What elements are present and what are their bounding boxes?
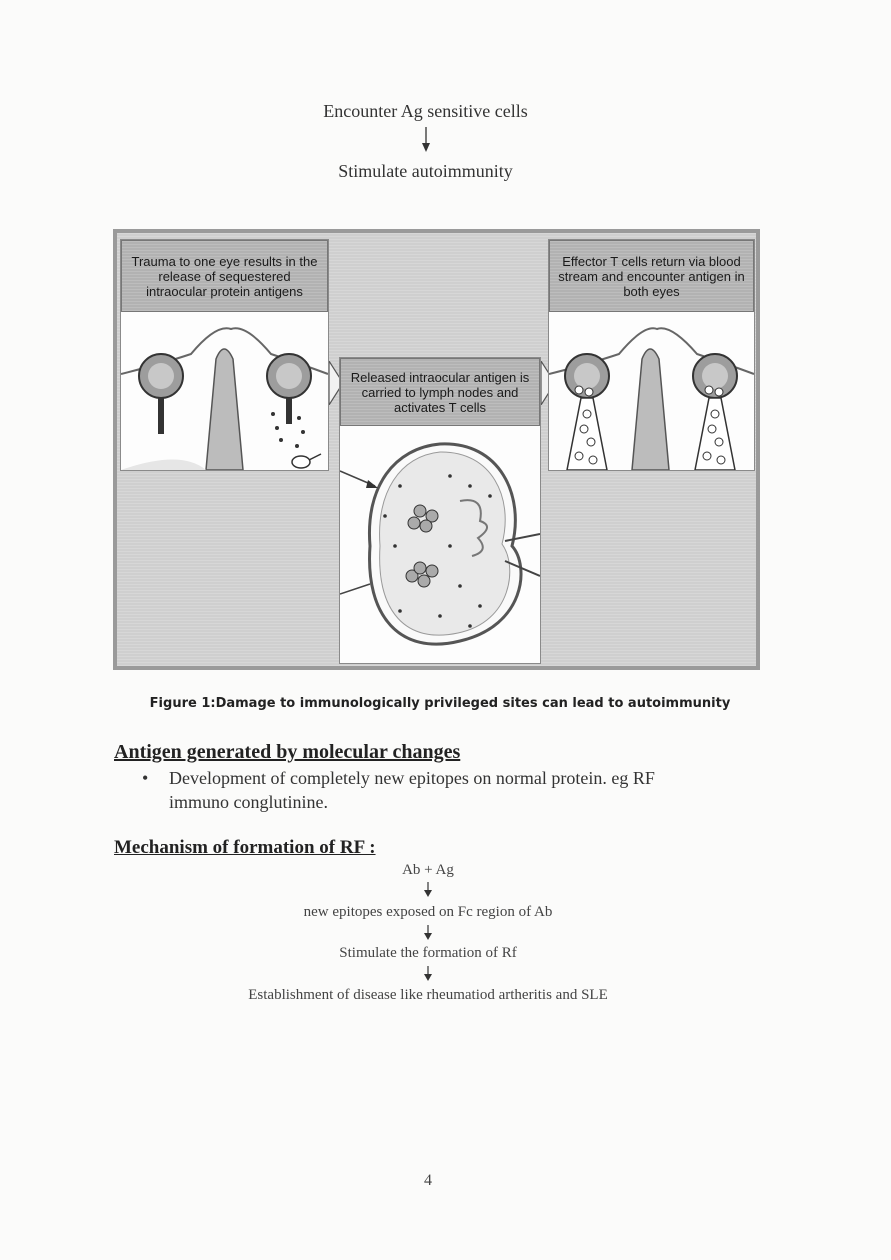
down-arrow-icon: [0, 127, 851, 158]
section-heading-antigen: Antigen generated by molecular changes: [114, 741, 461, 763]
flow-step-stimulate: Stimulate autoimmunity: [338, 161, 513, 181]
figure-box-effector: Effector T cells return via blood stream and encounter antigen in both eyes: [549, 240, 754, 312]
figure-diagram: [113, 229, 760, 670]
bullet-icon: •: [142, 768, 149, 788]
flow-step-rf-formation: Stimulate the formation of Rf: [339, 945, 517, 961]
figure-panel-effector: [548, 239, 755, 471]
bullet-text-line1: Development of completely new epitopes on normal protein. eg RF: [169, 768, 655, 788]
down-arrow-icon: [0, 882, 856, 903]
figure-panel-trauma: [120, 239, 329, 471]
page-number: 4: [424, 1172, 432, 1189]
flow-step-ab-ag: Ab + Ag: [402, 862, 454, 878]
down-arrow-icon: [0, 925, 856, 946]
figure-box-trauma: Trauma to one eye results in the release of sequestered intraocular protein antigens: [121, 240, 328, 312]
eyes-effector-illustration: [549, 314, 754, 470]
eyes-trauma-illustration: [121, 314, 328, 470]
figure-panel-lymph: [339, 357, 541, 664]
section-heading-mechanism: Mechanism of formation of RF :: [114, 837, 376, 858]
down-arrow-icon: [0, 966, 856, 987]
flow-step-epitopes: new epitopes exposed on Fc region of Ab: [303, 904, 553, 920]
flow-step-disease: Establishment of disease like rheumatiod artheritis and SLE: [248, 987, 608, 1003]
flow-step-encounter: Encounter Ag sensitive cells: [323, 101, 528, 121]
lymph-node-illustration: [340, 426, 540, 664]
figure-caption: Figure 1:Damage to immunologically privileged sites can lead to autoimmunity: [149, 696, 731, 711]
bullet-text-line2: immuno conglutinine.: [169, 792, 328, 812]
figure-box-lymph: Released intraocular antigen is carried to lymph nodes and activates T cells: [340, 358, 540, 426]
